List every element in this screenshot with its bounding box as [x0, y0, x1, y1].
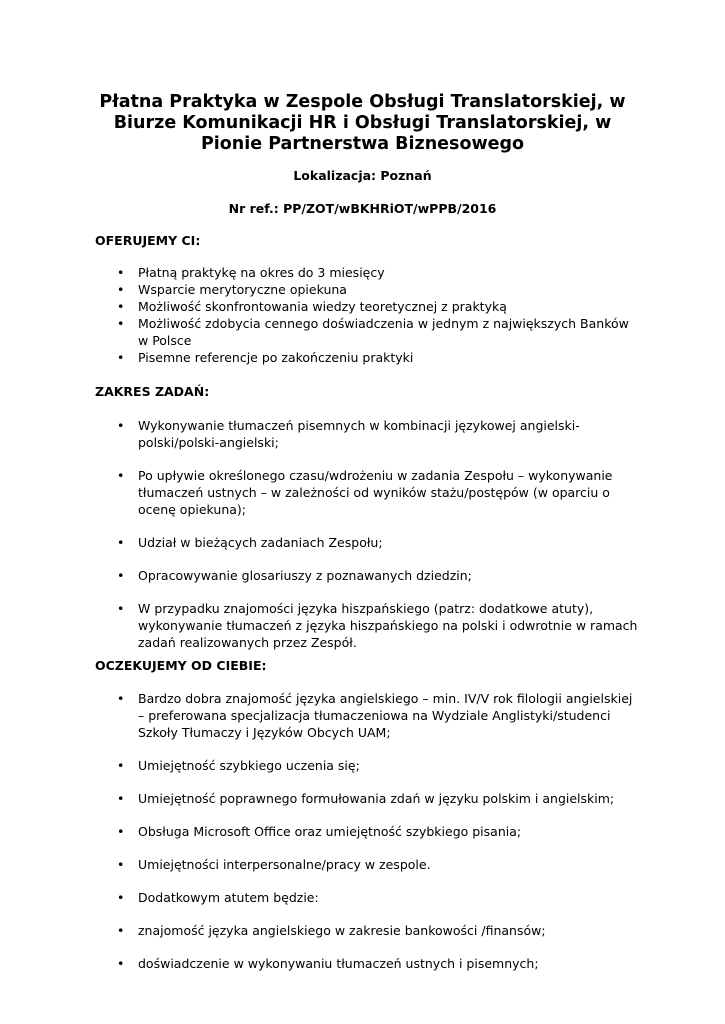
list-item-text: Pisemne referencje po zakończeniu praktyki: [138, 350, 414, 365]
list-item: [0, 534, 725, 551]
bullet-icon: •: [117, 350, 125, 365]
list-item-text: Wykonywanie tłumaczeń pisemnych w kombinacji językowej angielski-: [138, 418, 580, 433]
list-item: [0, 315, 725, 349]
bullet-icon: •: [117, 568, 125, 583]
list-item: [0, 690, 725, 741]
list-item: [0, 823, 725, 840]
list-item-text: W przypadku znajomości języka hiszpańskiego (patrz: dodatkowe atuty),: [138, 601, 594, 616]
tasks-list: [0, 417, 725, 651]
list-item-text: Po upływie określonego czasu/wdrożeniu w zadania Zespołu – wykonywanie: [138, 468, 613, 483]
list-item: [0, 889, 725, 906]
list-item: [0, 922, 725, 939]
list-item-text: Umiejętność poprawnego formułowania zdań w języku polskim i angielskim;: [138, 791, 615, 806]
list-item-text: polski/polski-angielski;: [138, 435, 279, 450]
list-item: [0, 298, 725, 315]
job-title-line: Pionie Partnerstwa Biznesowego: [200, 134, 525, 154]
list-item: [0, 417, 725, 451]
expect-list: [0, 690, 725, 972]
bullet-icon: •: [117, 758, 125, 773]
list-item-text: Wsparcie merytoryczne opiekuna: [138, 282, 347, 297]
list-item-text: doświadczenie w wykonywaniu tłumaczeń ustnych i pisemnych;: [138, 956, 539, 971]
bullet-icon: •: [117, 691, 125, 706]
bullet-icon: •: [117, 265, 125, 280]
list-item-text: ocenę opiekuna);: [138, 502, 246, 517]
reference-number: Nr ref.: PP/ZOT/wBKHRiOT/wPPB/2016: [228, 201, 497, 216]
list-item: [0, 349, 725, 366]
list-item: [0, 281, 725, 298]
bullet-icon: •: [117, 418, 125, 433]
list-item-text: Bardzo dobra znajomość języka angielskiego – min. IV/V rok filologii angielskiej: [138, 691, 633, 706]
list-item: [0, 790, 725, 807]
list-item-text: Możliwość skonfrontowania wiedzy teoretycznej z praktyką: [138, 299, 507, 314]
list-item-text: znajomość języka angielskiego w zakresie bankowości /finansów;: [138, 923, 546, 938]
list-item: [0, 757, 725, 774]
list-item-text: Szkoły Tłumaczy i Języków Obcych UAM;: [138, 725, 391, 740]
list-item-text: zadań realizowanych przez Zespół.: [138, 635, 357, 650]
bullet-icon: •: [117, 468, 125, 483]
offer-list: [0, 264, 725, 366]
list-item-text: – preferowana specjalizacja tłumaczeniowa na Wydziale Anglistyki/studenci: [138, 708, 611, 723]
list-item: [0, 955, 725, 972]
bullet-icon: •: [117, 857, 125, 872]
bullet-icon: •: [117, 535, 125, 550]
list-item-text: w Polsce: [138, 333, 192, 348]
list-item-text: tłumaczeń ustnych – w zależności od wyników stażu/postępów (w oparciu o: [138, 485, 610, 500]
list-item: [0, 567, 725, 584]
bullet-icon: •: [117, 316, 125, 331]
list-item-text: Obsługa Microsoft Office oraz umiejętność szybkiego pisania;: [138, 824, 522, 839]
list-item: [0, 600, 725, 651]
bullet-icon: •: [117, 299, 125, 314]
bullet-icon: •: [117, 890, 125, 905]
job-title: [60, 92, 665, 155]
list-item-text: wykonywanie tłumaczeń z języka hiszpańskiego na polski i odwrotnie w ramach: [138, 618, 638, 633]
list-item-text: Płatną praktykę na okres do 3 miesięcy: [138, 265, 385, 280]
job-title-line: Biurze Komunikacji HR i Obsługi Translatorskiej, w: [113, 113, 612, 133]
list-item-text: Udział w bieżących zadaniach Zespołu;: [138, 535, 383, 550]
list-item-text: Umiejętności interpersonalne/pracy w zespole.: [138, 857, 431, 872]
job-title-line: Płatna Praktyka w Zespole Obsługi Translatorskiej, w: [99, 92, 626, 112]
bullet-icon: •: [117, 282, 125, 297]
list-item: [0, 264, 725, 281]
bullet-icon: •: [117, 923, 125, 938]
tasks-heading: ZAKRES ZADAŃ:: [95, 384, 210, 399]
offer-heading: OFERUJEMY CI:: [95, 233, 201, 248]
bullet-icon: •: [117, 601, 125, 616]
list-item: [0, 856, 725, 873]
list-item-text: Umiejętność szybkiego uczenia się;: [138, 758, 360, 773]
list-item-text: Dodatkowym atutem będzie:: [138, 890, 319, 905]
list-item: [0, 467, 725, 518]
bullet-icon: •: [117, 791, 125, 806]
expect-heading: OCZEKUJEMY OD CIEBIE:: [95, 658, 267, 673]
bullet-icon: •: [117, 956, 125, 971]
list-item-text: Opracowywanie glosariuszy z poznawanych dziedzin;: [138, 568, 472, 583]
bullet-icon: •: [117, 824, 125, 839]
location-line: Lokalizacja: Poznań: [293, 168, 432, 183]
list-item-text: Możliwość zdobycia cennego doświadczenia w jednym z największych Banków: [138, 316, 629, 331]
